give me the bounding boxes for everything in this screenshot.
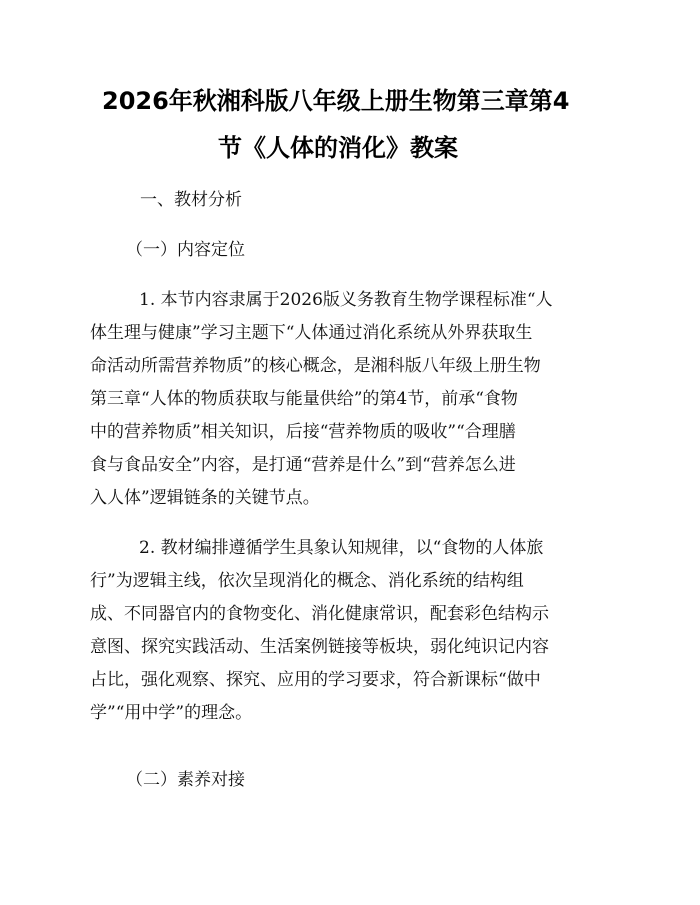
paragraph-2-line: 意图、探究实践活动、生活案例链接等板块，弱化纯识记内容: [90, 637, 549, 657]
document-title-line-2: 节《人体的消化》教案: [218, 134, 458, 162]
section-heading-teaching-material-analysis: 一、教材分析: [140, 190, 242, 210]
document-title-line-1: 2026年秋湘科版八年级上册生物第三章第4: [102, 87, 570, 115]
paragraph-1-line: 1. 本节内容隶属于2026版义务教育生物学课程标准“人: [139, 290, 553, 310]
paragraph-1-line: 第三章“人体的物质获取与能量供给”的第4节，前承“食物: [90, 389, 518, 409]
paragraph-2-line: 2. 教材编排遵循学生具象认知规律，以“食物的人体旅: [139, 538, 544, 558]
paragraph-2-line: 占比，强化观察、探究、应用的学习要求，符合新课标“做中: [90, 670, 541, 690]
paragraph-1-line: 中的营养物质”相关知识，后接“营养物质的吸收”“合理膳: [90, 422, 516, 442]
paragraph-2-line: 学”“用中学”的理念。: [90, 703, 253, 723]
paragraph-2-line: 行”为逻辑主线，依次呈现消化的概念、消化系统的结构组: [90, 571, 524, 591]
paragraph-1-line: 食与食品安全”内容，是打通“营养是什么”到“营养怎么进: [90, 455, 516, 475]
paragraph-1-line: 入人体”逻辑链条的关键节点。: [90, 488, 320, 508]
paragraph-2-line: 成、不同器官内的食物变化、消化健康常识，配套彩色结构示: [90, 604, 549, 624]
paragraph-1-line: 命活动所需营养物质”的核心概念，是湘科版八年级上册生物: [90, 356, 541, 376]
subsection-heading-literacy-alignment: （二）素养对接: [126, 770, 245, 790]
subsection-heading-content-positioning: （一）内容定位: [126, 240, 245, 260]
paragraph-1-line: 体生理与健康”学习主题下“人体通过消化系统从外界获取生: [90, 323, 533, 343]
